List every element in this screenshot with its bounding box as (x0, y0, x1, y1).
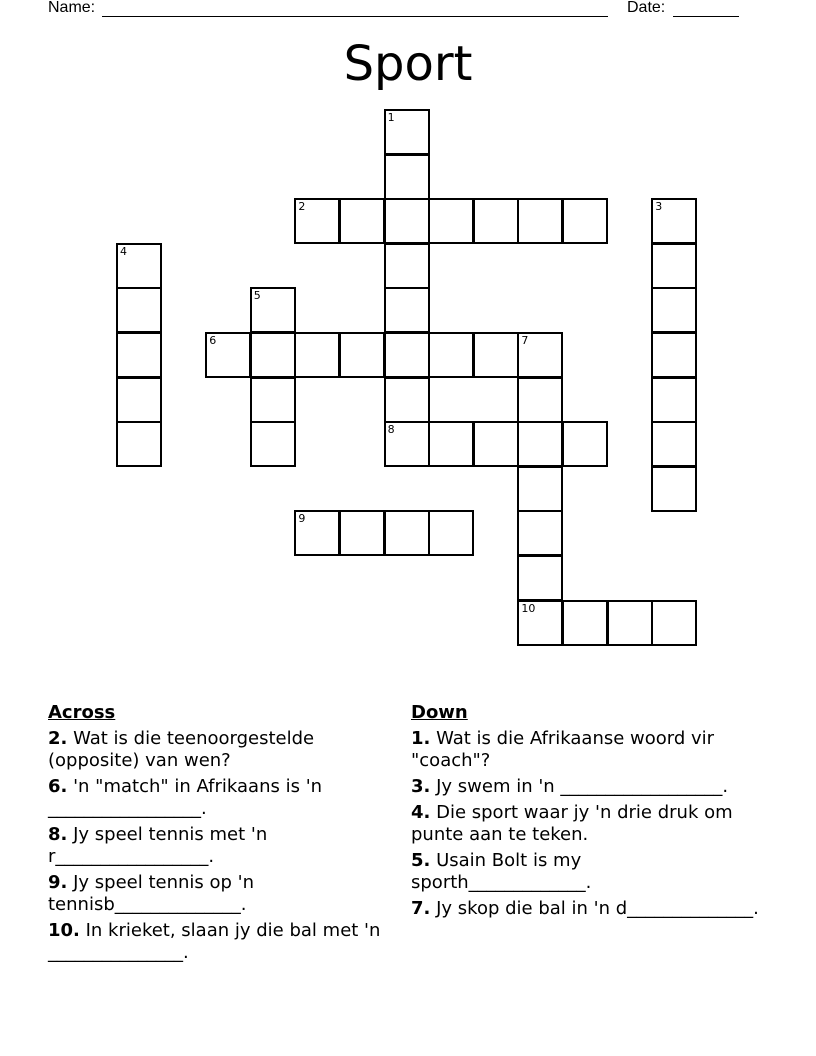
clue-number: 7. (411, 898, 431, 919)
cell-number: 6 (209, 334, 217, 347)
grid-cell[interactable] (384, 198, 430, 244)
grid-cell[interactable] (250, 377, 296, 423)
clue-text: Usain Bolt is my sporth_____________. (411, 850, 592, 893)
grid-cell[interactable] (517, 332, 563, 378)
grid-cell[interactable] (517, 600, 563, 646)
grid-cell[interactable] (428, 421, 474, 467)
clue-number: 4. (411, 802, 431, 823)
date-label: Date: (627, 0, 666, 16)
grid-cell[interactable] (294, 198, 340, 244)
clue-down-7 (411, 898, 761, 920)
grid-cell[interactable] (562, 421, 608, 467)
clue-across-10 (48, 920, 396, 964)
cell-number: 2 (298, 200, 306, 214)
grid-cell[interactable] (473, 332, 519, 378)
grid-cell[interactable] (562, 600, 608, 646)
grid-cell[interactable] (116, 243, 162, 289)
grid-cell[interactable] (651, 198, 697, 244)
grid-cell[interactable] (651, 421, 697, 467)
grid-cell[interactable] (517, 377, 563, 423)
down-heading: Down (411, 702, 468, 723)
grid-cell[interactable] (250, 421, 296, 467)
cell-number: 4 (120, 244, 127, 258)
grid-cell[interactable] (473, 198, 519, 244)
clue-text: Wat is die Afrikaanse woord vir "coach"? (411, 728, 715, 771)
clue-down-1 (411, 728, 761, 772)
clue-text: Jy speel tennis met 'n r_________________. (48, 824, 268, 867)
grid-cell[interactable] (651, 243, 697, 289)
grid-cell[interactable] (384, 287, 430, 333)
grid-cell[interactable] (651, 332, 697, 378)
across-clues (48, 702, 396, 968)
grid-cell[interactable] (250, 332, 296, 378)
clue-text: Die sport waar jy 'n drie druk om punte aan te teken. (411, 802, 733, 845)
clue-number: 2. (48, 728, 68, 749)
grid-cell[interactable] (517, 466, 563, 512)
grid-cell[interactable] (651, 600, 697, 646)
grid-cell[interactable] (651, 287, 697, 333)
grid-cell[interactable] (116, 332, 162, 378)
grid-cell[interactable] (517, 510, 563, 556)
grid-cell[interactable] (384, 332, 430, 378)
grid-cell[interactable] (651, 377, 697, 423)
grid-cell[interactable] (294, 510, 340, 556)
clue-across-2 (48, 728, 396, 772)
grid-cell[interactable] (517, 198, 563, 244)
down-clues (411, 702, 761, 924)
grid-cell[interactable] (517, 421, 563, 467)
grid-cell[interactable] (651, 466, 697, 512)
clue-down-4 (411, 802, 761, 846)
grid-cell[interactable] (339, 510, 385, 556)
grid-cell[interactable] (384, 243, 430, 289)
clue-across-9 (48, 872, 396, 916)
grid-cell[interactable] (384, 109, 430, 155)
clue-down-3 (411, 776, 761, 798)
clue-across-8 (48, 824, 396, 868)
cell-number: 5 (253, 289, 261, 303)
name-label: Name: (48, 0, 96, 16)
clue-number: 10. (48, 920, 80, 941)
clue-number: 1. (411, 728, 431, 749)
clue-text: Jy skop die bal in 'n d______________. (430, 898, 759, 919)
grid-cell[interactable] (250, 287, 296, 333)
clue-text: Jy swem in 'n __________________. (430, 776, 729, 797)
grid-cell[interactable] (205, 332, 251, 378)
grid-cell[interactable] (473, 421, 519, 467)
grid-cell[interactable] (294, 332, 340, 378)
grid-cell[interactable] (116, 287, 162, 333)
cell-number: 1 (387, 111, 395, 124)
grid-cell[interactable] (562, 198, 608, 244)
cell-number: 9 (298, 512, 306, 526)
date-line[interactable] (673, 16, 739, 17)
grid-cell[interactable] (384, 421, 430, 467)
clue-number: 3. (411, 776, 431, 797)
clue-number: 8. (48, 824, 68, 845)
clue-number: 9. (48, 872, 68, 893)
grid-cell[interactable] (517, 555, 563, 601)
grid-cell[interactable] (428, 510, 474, 556)
clue-number: 5. (411, 850, 431, 871)
clue-text: Jy speel tennis op 'n tennisb______________. (48, 872, 255, 915)
page-title: Sport (343, 36, 473, 92)
cell-number: 8 (387, 423, 395, 437)
grid-cell[interactable] (384, 510, 430, 556)
clue-across-6 (48, 776, 396, 820)
clue-text: 'n "match" in Afrikaans is 'n _________________. (48, 776, 323, 819)
clue-number: 6. (48, 776, 68, 797)
across-heading: Across (48, 702, 116, 723)
grid-cell[interactable] (116, 421, 162, 467)
cell-number: 10 (521, 601, 536, 615)
cell-number: 7 (521, 334, 529, 347)
grid-cell[interactable] (339, 332, 385, 378)
clue-text: Wat is die teenoorgestelde (opposite) van wen? (48, 728, 315, 771)
grid-cell[interactable] (384, 154, 430, 200)
grid-cell[interactable] (116, 377, 162, 423)
grid-cell[interactable] (607, 600, 653, 646)
grid-cell[interactable] (428, 198, 474, 244)
grid-cell[interactable] (384, 377, 430, 423)
grid-cell[interactable] (339, 198, 385, 244)
cell-number: 3 (655, 200, 663, 214)
name-line[interactable] (102, 16, 608, 17)
grid-cell[interactable] (428, 332, 474, 378)
clue-text: In krieket, slaan jy die bal met 'n _______________. (48, 920, 381, 963)
clue-down-5 (411, 850, 761, 894)
